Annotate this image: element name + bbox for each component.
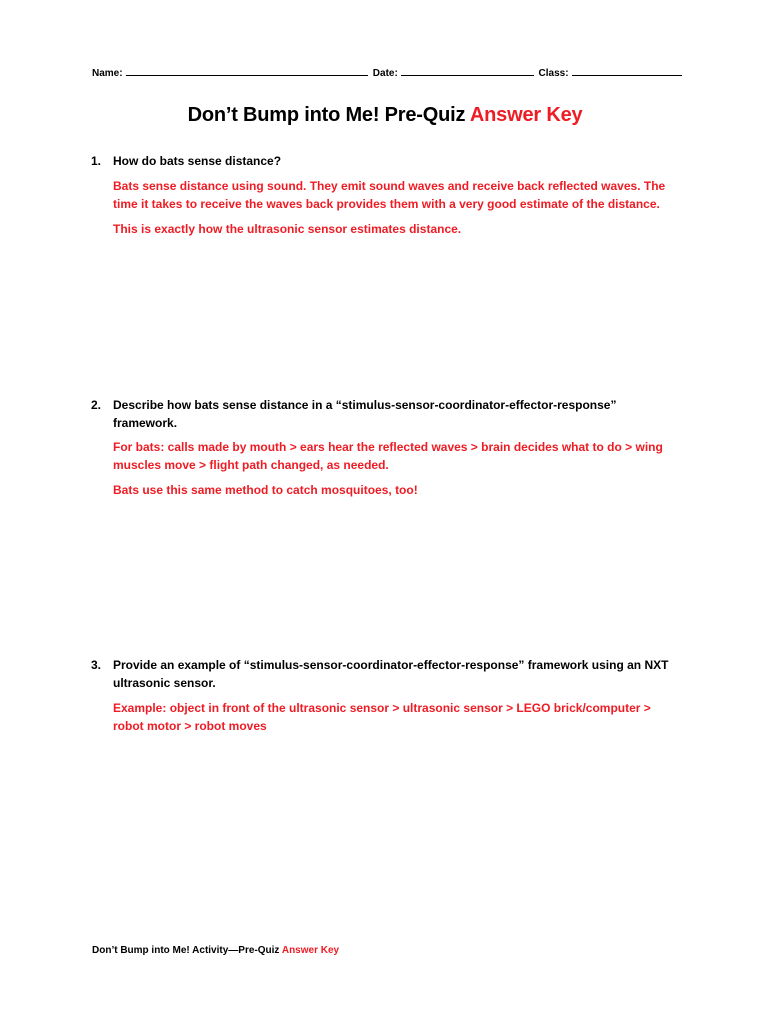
page-title: [0, 104, 770, 127]
question-text: Provide an example of “stimulus-sensor-coordinator-effector-response” framework using an NXT ultrasonic sensor.: [113, 658, 669, 690]
answer-3-paragraph-1: Example: object in front of the ultrasonic sensor > ultrasonic sensor > LEGO brick/computer > robot motor > robot moves: [113, 701, 651, 733]
answer-2-paragraph-1: For bats: calls made by mouth > ears hear the reflected waves > brain decides what to do > wing muscles move > flight path changed, as needed.: [113, 440, 663, 472]
header-fields: [92, 66, 682, 79]
question-number: 2.: [91, 398, 102, 412]
question-number: 3.: [91, 658, 102, 672]
date-label: Date:: [372, 68, 398, 79]
name-blank[interactable]: [126, 66, 368, 76]
question-number: 1.: [91, 154, 102, 168]
page-footer: [92, 945, 339, 956]
answer-1-paragraph-2: This is exactly how the ultrasonic sensor estimates distance.: [113, 222, 462, 236]
question-text: How do bats sense distance?: [113, 154, 282, 168]
name-label: Name:: [92, 68, 123, 79]
class-blank[interactable]: [572, 66, 682, 76]
footer-main: Don’t Bump into Me! Activity—Pre-Quiz: [92, 945, 280, 956]
date-blank[interactable]: [401, 66, 534, 76]
title-main: Don’t Bump into Me! Pre-Quiz: [187, 104, 466, 126]
title-accent: Answer Key: [469, 104, 583, 126]
answer-2-paragraph-2: Bats use this same method to catch mosquitoes, too!: [113, 483, 418, 497]
question-3: [91, 656, 681, 692]
question-1: [91, 152, 681, 170]
class-label: Class:: [538, 68, 569, 79]
question-2: [91, 396, 681, 432]
question-text: Describe how bats sense distance in a “stimulus-sensor-coordinator-effector-response” framework.: [113, 398, 617, 430]
answer-1-paragraph-1: Bats sense distance using sound. They emit sound waves and receive back reflected waves. The time it takes to receive the waves back provides them with a very good estimate of the distance.: [113, 179, 666, 211]
footer-accent: Answer Key: [281, 945, 340, 956]
